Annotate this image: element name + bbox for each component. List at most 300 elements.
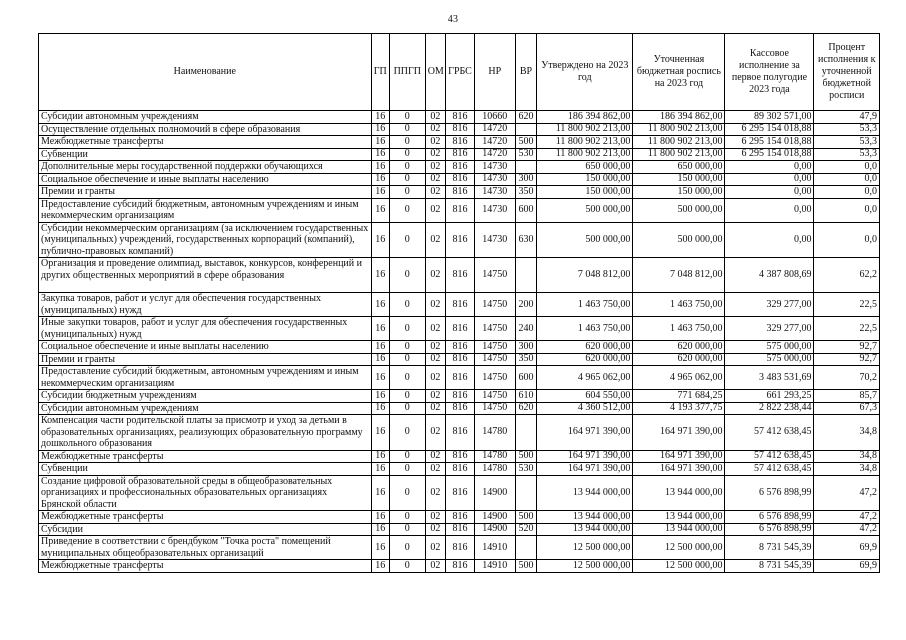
- cell-percent: 53,3: [814, 148, 880, 161]
- cell-ppgp: 0: [389, 415, 425, 451]
- cell-np: 14900: [474, 523, 515, 536]
- cell-gp: 16: [371, 136, 389, 149]
- budget-execution-table: [38, 33, 880, 573]
- cell-grbs: 816: [446, 560, 475, 573]
- cell-ppgp: 0: [389, 341, 425, 354]
- cell-cash: 575 000,00: [725, 341, 814, 354]
- cell-vr: 500: [515, 511, 536, 524]
- table-row: [39, 523, 880, 536]
- cell-np: 14750: [474, 390, 515, 403]
- cell-ppgp: 0: [389, 111, 425, 124]
- cell-approved: 150 000,00: [537, 186, 633, 199]
- table-row: [39, 258, 880, 293]
- cell-name: Премии и гранты: [39, 186, 372, 199]
- cell-grbs: 816: [446, 111, 475, 124]
- cell-percent: 0,0: [814, 198, 880, 222]
- cell-approved: 1 463 750,00: [537, 293, 633, 317]
- cell-approved: 12 500 000,00: [537, 560, 633, 573]
- cell-cash: 575 000,00: [725, 353, 814, 366]
- cell-gp: 16: [371, 475, 389, 511]
- cell-vr: 200: [515, 293, 536, 317]
- cell-grbs: 816: [446, 136, 475, 149]
- cell-cash: 0,00: [725, 222, 814, 258]
- cell-gp: 16: [371, 186, 389, 199]
- cell-approved: 11 800 902 213,00: [537, 123, 633, 136]
- cell-vr: 620: [515, 111, 536, 124]
- cell-percent: 53,3: [814, 136, 880, 149]
- cell-ppgp: 0: [389, 402, 425, 415]
- cell-approved: 4 360 512,00: [537, 402, 633, 415]
- cell-np: 14720: [474, 136, 515, 149]
- cell-np: 14750: [474, 341, 515, 354]
- cell-percent: 34,8: [814, 450, 880, 463]
- cell-grbs: 816: [446, 366, 475, 390]
- cell-ppgp: 0: [389, 123, 425, 136]
- cell-refined: 12 500 000,00: [633, 536, 725, 560]
- cell-np: 10660: [474, 111, 515, 124]
- cell-cash: 89 302 571,00: [725, 111, 814, 124]
- cell-approved: 4 965 062,00: [537, 366, 633, 390]
- cell-gp: 16: [371, 161, 389, 174]
- cell-percent: 34,8: [814, 415, 880, 451]
- cell-grbs: 816: [446, 463, 475, 476]
- cell-vr: 600: [515, 198, 536, 222]
- cell-vr: [515, 415, 536, 451]
- cell-refined: 164 971 390,00: [633, 463, 725, 476]
- cell-vr: 520: [515, 523, 536, 536]
- cell-refined: 13 944 000,00: [633, 523, 725, 536]
- cell-approved: 150 000,00: [537, 173, 633, 186]
- cell-name: Осуществление отдельных полномочий в сфере образования: [39, 123, 372, 136]
- cell-approved: 620 000,00: [537, 341, 633, 354]
- cell-cash: 6 576 898,99: [725, 511, 814, 524]
- table-row: [39, 353, 880, 366]
- cell-percent: 47,2: [814, 523, 880, 536]
- cell-refined: 11 800 902 213,00: [633, 123, 725, 136]
- cell-name: Межбюджетные трансферты: [39, 560, 372, 573]
- cell-cash: 57 412 638,45: [725, 463, 814, 476]
- cell-grbs: 816: [446, 536, 475, 560]
- table-row: [39, 475, 880, 511]
- page-number: 43: [447, 14, 459, 25]
- cell-percent: 22,5: [814, 293, 880, 317]
- header-vr: ВР: [515, 34, 536, 111]
- cell-name: Субсидии бюджетным учреждениям: [39, 390, 372, 403]
- cell-gp: 16: [371, 366, 389, 390]
- header-cash: Кассовое исполнение за первое полугодие 2023 года: [725, 34, 814, 111]
- header-gp: ГП: [371, 34, 389, 111]
- cell-ppgp: 0: [389, 475, 425, 511]
- cell-gp: 16: [371, 353, 389, 366]
- cell-vr: 610: [515, 390, 536, 403]
- cell-gp: 16: [371, 390, 389, 403]
- cell-np: 14730: [474, 161, 515, 174]
- cell-om: 02: [425, 523, 445, 536]
- cell-refined: 12 500 000,00: [633, 560, 725, 573]
- cell-approved: 604 550,00: [537, 390, 633, 403]
- cell-np: 14730: [474, 198, 515, 222]
- cell-percent: 0,0: [814, 222, 880, 258]
- cell-name: Межбюджетные трансферты: [39, 450, 372, 463]
- cell-np: 14730: [474, 186, 515, 199]
- cell-np: 14720: [474, 148, 515, 161]
- cell-om: 02: [425, 463, 445, 476]
- cell-approved: 12 500 000,00: [537, 536, 633, 560]
- cell-np: 14750: [474, 402, 515, 415]
- cell-name: Субсидии некоммерческим организациям (за исключением государственных (муниципальных) учреждений, государственных корпораций (компаний), публично-правовых компаний): [39, 222, 372, 258]
- cell-approved: 13 944 000,00: [537, 475, 633, 511]
- cell-gp: 16: [371, 198, 389, 222]
- cell-np: 14750: [474, 366, 515, 390]
- cell-refined: 650 000,00: [633, 161, 725, 174]
- cell-ppgp: 0: [389, 511, 425, 524]
- cell-gp: 16: [371, 123, 389, 136]
- header-np: НР: [474, 34, 515, 111]
- table-row: [39, 317, 880, 341]
- table-row: [39, 560, 880, 573]
- cell-np: 14900: [474, 511, 515, 524]
- cell-ppgp: 0: [389, 136, 425, 149]
- cell-cash: 6 295 154 018,88: [725, 136, 814, 149]
- cell-gp: 16: [371, 148, 389, 161]
- cell-vr: 500: [515, 450, 536, 463]
- cell-np: 14720: [474, 123, 515, 136]
- cell-ppgp: 0: [389, 317, 425, 341]
- cell-om: 02: [425, 317, 445, 341]
- table-row: [39, 136, 880, 149]
- cell-ppgp: 0: [389, 161, 425, 174]
- cell-approved: 1 463 750,00: [537, 317, 633, 341]
- header-refined: Уточненная бюджетная роспись на 2023 год: [633, 34, 725, 111]
- cell-name: Дополнительные меры государственной поддержки обучающихся: [39, 161, 372, 174]
- table-row: [39, 148, 880, 161]
- cell-vr: 600: [515, 366, 536, 390]
- cell-cash: 0,00: [725, 173, 814, 186]
- cell-gp: 16: [371, 341, 389, 354]
- cell-percent: 85,7: [814, 390, 880, 403]
- cell-gp: 16: [371, 111, 389, 124]
- cell-approved: 13 944 000,00: [537, 523, 633, 536]
- cell-percent: 70,2: [814, 366, 880, 390]
- header-ppgp: ППГП: [389, 34, 425, 111]
- cell-cash: 0,00: [725, 161, 814, 174]
- cell-om: 02: [425, 366, 445, 390]
- cell-refined: 11 800 902 213,00: [633, 136, 725, 149]
- cell-grbs: 816: [446, 402, 475, 415]
- cell-ppgp: 0: [389, 353, 425, 366]
- cell-om: 02: [425, 148, 445, 161]
- table-row: [39, 511, 880, 524]
- cell-cash: 329 277,00: [725, 317, 814, 341]
- cell-np: 14730: [474, 222, 515, 258]
- cell-gp: 16: [371, 258, 389, 293]
- cell-gp: 16: [371, 523, 389, 536]
- cell-vr: 620: [515, 402, 536, 415]
- cell-approved: 500 000,00: [537, 198, 633, 222]
- cell-om: 02: [425, 402, 445, 415]
- cell-np: 14750: [474, 353, 515, 366]
- cell-vr: [515, 475, 536, 511]
- cell-approved: 13 944 000,00: [537, 511, 633, 524]
- cell-om: 02: [425, 293, 445, 317]
- cell-name: Социальное обеспечение и иные выплаты населению: [39, 173, 372, 186]
- cell-om: 02: [425, 136, 445, 149]
- cell-cash: 6 295 154 018,88: [725, 148, 814, 161]
- cell-percent: 47,2: [814, 475, 880, 511]
- cell-name: Закупка товаров, работ и услуг для обеспечения государственных (муниципальных) нужд: [39, 293, 372, 317]
- cell-vr: 630: [515, 222, 536, 258]
- cell-approved: 186 394 862,00: [537, 111, 633, 124]
- cell-ppgp: 0: [389, 222, 425, 258]
- cell-refined: 500 000,00: [633, 222, 725, 258]
- cell-grbs: 816: [446, 317, 475, 341]
- cell-approved: 500 000,00: [537, 222, 633, 258]
- cell-np: 14910: [474, 536, 515, 560]
- cell-vr: [515, 123, 536, 136]
- cell-name: Предоставление субсидий бюджетным, автономным учреждениям и иным некоммерческим организациям: [39, 366, 372, 390]
- cell-vr: [515, 161, 536, 174]
- cell-grbs: 816: [446, 222, 475, 258]
- cell-refined: 620 000,00: [633, 353, 725, 366]
- cell-np: 14750: [474, 293, 515, 317]
- cell-grbs: 816: [446, 148, 475, 161]
- cell-ppgp: 0: [389, 173, 425, 186]
- header-approved: Утверждено на 2023 год: [537, 34, 633, 111]
- table-row: [39, 463, 880, 476]
- cell-np: 14750: [474, 258, 515, 293]
- cell-name: Субвенции: [39, 463, 372, 476]
- cell-name: Предоставление субсидий бюджетным, автономным учреждениям и иным некоммерческим организациям: [39, 198, 372, 222]
- table-row: [39, 161, 880, 174]
- cell-cash: 57 412 638,45: [725, 415, 814, 451]
- cell-percent: 22,5: [814, 317, 880, 341]
- cell-grbs: 816: [446, 161, 475, 174]
- cell-vr: 350: [515, 186, 536, 199]
- cell-percent: 62,2: [814, 258, 880, 293]
- cell-percent: 34,8: [814, 463, 880, 476]
- table-row: [39, 222, 880, 258]
- cell-vr: 530: [515, 148, 536, 161]
- cell-gp: 16: [371, 222, 389, 258]
- header-grbs: ГРБС: [446, 34, 475, 111]
- cell-om: 02: [425, 111, 445, 124]
- cell-name: Социальное обеспечение и иные выплаты населению: [39, 341, 372, 354]
- cell-cash: 57 412 638,45: [725, 450, 814, 463]
- cell-ppgp: 0: [389, 293, 425, 317]
- cell-name: Субсидии автономным учреждениям: [39, 111, 372, 124]
- cell-approved: 164 971 390,00: [537, 415, 633, 451]
- cell-om: 02: [425, 511, 445, 524]
- cell-refined: 771 684,25: [633, 390, 725, 403]
- cell-name: Компенсация части родительской платы за присмотр и уход за детьми в образовательных организациях, реализующих образовательную программу дошкольного образования: [39, 415, 372, 451]
- cell-grbs: 816: [446, 415, 475, 451]
- cell-approved: 164 971 390,00: [537, 463, 633, 476]
- cell-grbs: 816: [446, 123, 475, 136]
- cell-om: 02: [425, 475, 445, 511]
- cell-ppgp: 0: [389, 523, 425, 536]
- cell-om: 02: [425, 123, 445, 136]
- cell-om: 02: [425, 560, 445, 573]
- cell-gp: 16: [371, 293, 389, 317]
- cell-cash: 3 483 531,69: [725, 366, 814, 390]
- cell-refined: 164 971 390,00: [633, 415, 725, 451]
- cell-name: Создание цифровой образовательной среды в общеобразовательных организациях и профессиональных образовательных организациях Брянской области: [39, 475, 372, 511]
- table-header: [39, 34, 880, 111]
- cell-cash: 329 277,00: [725, 293, 814, 317]
- cell-name: Иные закупки товаров, работ и услуг для обеспечения государственных (муниципальных) нужд: [39, 317, 372, 341]
- cell-gp: 16: [371, 415, 389, 451]
- cell-gp: 16: [371, 536, 389, 560]
- cell-refined: 1 463 750,00: [633, 293, 725, 317]
- cell-grbs: 816: [446, 293, 475, 317]
- table-row: [39, 450, 880, 463]
- cell-np: 14780: [474, 450, 515, 463]
- table-row: [39, 366, 880, 390]
- cell-om: 02: [425, 222, 445, 258]
- cell-om: 02: [425, 161, 445, 174]
- cell-vr: 350: [515, 353, 536, 366]
- cell-percent: 0,0: [814, 161, 880, 174]
- cell-name: Приведение в соответствии с брендбуком "Точка роста" помещений муниципальных общеобразовательных организаций: [39, 536, 372, 560]
- table-row: [39, 186, 880, 199]
- cell-refined: 11 800 902 213,00: [633, 148, 725, 161]
- cell-ppgp: 0: [389, 390, 425, 403]
- cell-vr: 300: [515, 173, 536, 186]
- cell-om: 02: [425, 258, 445, 293]
- cell-approved: 164 971 390,00: [537, 450, 633, 463]
- cell-ppgp: 0: [389, 148, 425, 161]
- cell-refined: 1 463 750,00: [633, 317, 725, 341]
- cell-vr: 500: [515, 136, 536, 149]
- cell-gp: 16: [371, 402, 389, 415]
- cell-name: Субвенции: [39, 148, 372, 161]
- cell-om: 02: [425, 173, 445, 186]
- table-row: [39, 198, 880, 222]
- cell-refined: 500 000,00: [633, 198, 725, 222]
- cell-grbs: 816: [446, 450, 475, 463]
- cell-refined: 164 971 390,00: [633, 450, 725, 463]
- cell-np: 14900: [474, 475, 515, 511]
- cell-grbs: 816: [446, 173, 475, 186]
- cell-refined: 150 000,00: [633, 173, 725, 186]
- cell-cash: 8 731 545,39: [725, 560, 814, 573]
- cell-om: 02: [425, 450, 445, 463]
- cell-gp: 16: [371, 317, 389, 341]
- cell-np: 14780: [474, 463, 515, 476]
- cell-grbs: 816: [446, 186, 475, 199]
- cell-vr: 300: [515, 341, 536, 354]
- table-row: [39, 536, 880, 560]
- table-row: [39, 402, 880, 415]
- cell-name: Субсидии автономным учреждениям: [39, 402, 372, 415]
- cell-grbs: 816: [446, 523, 475, 536]
- cell-refined: 150 000,00: [633, 186, 725, 199]
- cell-ppgp: 0: [389, 560, 425, 573]
- cell-gp: 16: [371, 173, 389, 186]
- cell-gp: 16: [371, 511, 389, 524]
- cell-cash: 8 731 545,39: [725, 536, 814, 560]
- cell-percent: 53,3: [814, 123, 880, 136]
- cell-vr: [515, 536, 536, 560]
- cell-cash: 6 576 898,99: [725, 475, 814, 511]
- table-row: [39, 123, 880, 136]
- cell-percent: 69,9: [814, 536, 880, 560]
- cell-cash: 6 576 898,99: [725, 523, 814, 536]
- cell-ppgp: 0: [389, 258, 425, 293]
- cell-refined: 13 944 000,00: [633, 511, 725, 524]
- cell-percent: 92,7: [814, 341, 880, 354]
- table-row: [39, 111, 880, 124]
- cell-approved: 11 800 902 213,00: [537, 148, 633, 161]
- cell-np: 14730: [474, 173, 515, 186]
- cell-np: 14780: [474, 415, 515, 451]
- cell-refined: 7 048 812,00: [633, 258, 725, 293]
- cell-cash: 0,00: [725, 198, 814, 222]
- table-row: [39, 341, 880, 354]
- cell-gp: 16: [371, 560, 389, 573]
- cell-cash: 661 293,25: [725, 390, 814, 403]
- cell-name: Межбюджетные трансферты: [39, 136, 372, 149]
- cell-percent: 0,0: [814, 186, 880, 199]
- cell-approved: 650 000,00: [537, 161, 633, 174]
- cell-ppgp: 0: [389, 463, 425, 476]
- cell-om: 02: [425, 186, 445, 199]
- cell-name: Межбюджетные трансферты: [39, 511, 372, 524]
- table-row: [39, 390, 880, 403]
- cell-gp: 16: [371, 450, 389, 463]
- cell-refined: 186 394 862,00: [633, 111, 725, 124]
- cell-ppgp: 0: [389, 198, 425, 222]
- cell-name: Организация и проведение олимпиад, выставок, конкурсов, конференций и других общественных мероприятий в сфере образования: [39, 258, 372, 293]
- cell-grbs: 816: [446, 511, 475, 524]
- cell-ppgp: 0: [389, 536, 425, 560]
- cell-grbs: 816: [446, 258, 475, 293]
- cell-approved: 11 800 902 213,00: [537, 136, 633, 149]
- header-percent: Процент исполнения к уточненной бюджетной росписи: [814, 34, 880, 111]
- cell-grbs: 816: [446, 390, 475, 403]
- cell-approved: 7 048 812,00: [537, 258, 633, 293]
- cell-name: Премии и гранты: [39, 353, 372, 366]
- table-row: [39, 173, 880, 186]
- cell-gp: 16: [371, 463, 389, 476]
- header-om: ОМ: [425, 34, 445, 111]
- cell-vr: 240: [515, 317, 536, 341]
- cell-approved: 620 000,00: [537, 353, 633, 366]
- cell-percent: 47,9: [814, 111, 880, 124]
- cell-percent: 69,9: [814, 560, 880, 573]
- cell-refined: 4 965 062,00: [633, 366, 725, 390]
- cell-np: 14910: [474, 560, 515, 573]
- cell-percent: 47,2: [814, 511, 880, 524]
- table-body: [39, 111, 880, 573]
- cell-grbs: 816: [446, 341, 475, 354]
- cell-cash: 6 295 154 018,88: [725, 123, 814, 136]
- cell-percent: 67,3: [814, 402, 880, 415]
- cell-ppgp: 0: [389, 186, 425, 199]
- cell-percent: 92,7: [814, 353, 880, 366]
- cell-vr: 500: [515, 560, 536, 573]
- cell-cash: 0,00: [725, 186, 814, 199]
- cell-grbs: 816: [446, 475, 475, 511]
- cell-om: 02: [425, 353, 445, 366]
- cell-ppgp: 0: [389, 366, 425, 390]
- cell-name: Субсидии: [39, 523, 372, 536]
- cell-cash: 2 822 238,44: [725, 402, 814, 415]
- cell-om: 02: [425, 415, 445, 451]
- cell-vr: [515, 258, 536, 293]
- cell-cash: 4 387 808,69: [725, 258, 814, 293]
- cell-om: 02: [425, 198, 445, 222]
